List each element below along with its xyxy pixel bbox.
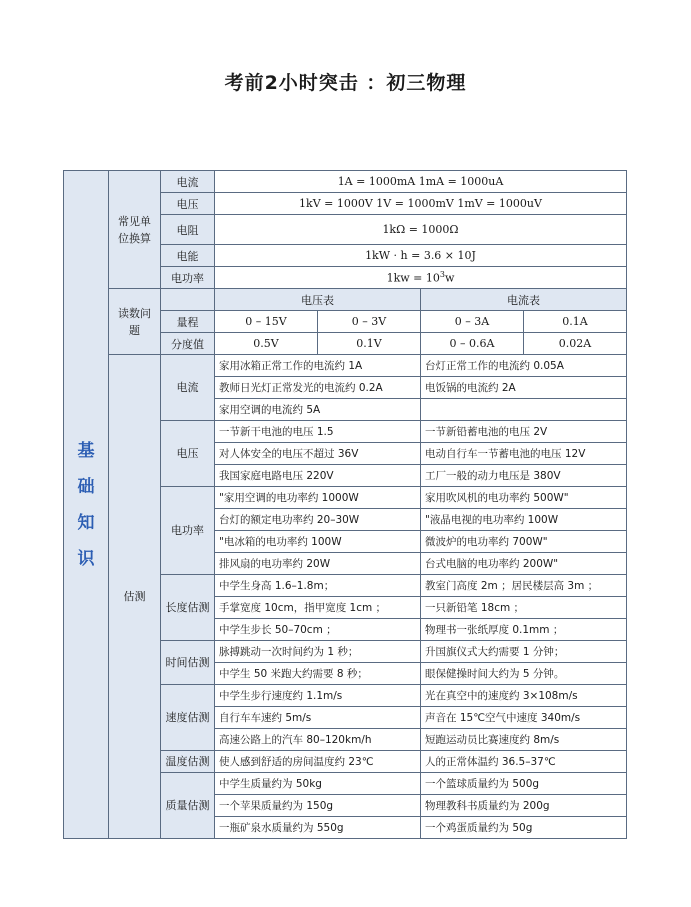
estimate-left: 一节新干电池的电压 1.5	[215, 421, 421, 443]
estimate-left: 中学生步长 50–70cm ；	[215, 619, 421, 641]
division-value: 0.5V	[215, 333, 318, 355]
unit-value	[215, 171, 627, 193]
estimate-left: 中学生步行速度约 1.1m/s	[215, 685, 421, 707]
estimate-right: 短跑运动员比赛速度约 8m/s	[421, 729, 627, 751]
estimate-right: 升国旗仪式大约需要 1 分钟；	[421, 641, 627, 663]
estimate-left: 我国家庭电路电压 220V	[215, 465, 421, 487]
division-value: 0.02A	[524, 333, 627, 355]
estimate-right	[421, 399, 627, 421]
unit-value-text: 1kw = 10	[386, 271, 440, 285]
estimate-right: 电饭锅的电流约 2A	[421, 377, 627, 399]
unit-value	[215, 193, 627, 215]
estimate-left: 家用冰箱正常工作的电流约 1A	[215, 355, 421, 377]
estimate-category: 估测	[109, 355, 161, 839]
unit-exponent: 3	[439, 270, 445, 280]
estimate-right: 人的正常体温约 36.5–37℃	[421, 751, 627, 773]
estimate-right: 电动自行车一节蓄电池的电压 12V	[421, 443, 627, 465]
division-value: 0.1V	[318, 333, 421, 355]
range-value: 0 – 3V	[318, 311, 421, 333]
estimate-left: 排风扇的电功率约 20W	[215, 553, 421, 575]
estimate-group-name: 温度估测	[161, 751, 215, 773]
range-value: 0 – 15V	[215, 311, 318, 333]
unit-row	[64, 171, 627, 193]
unit-name: 电能	[161, 245, 215, 267]
reading-blank	[161, 289, 215, 311]
estimate-left: 中学生 50 米跑大约需要 8 秒；	[215, 663, 421, 685]
estimate-row	[64, 355, 627, 377]
estimate-right: "液晶电视的电功率约 100W	[421, 509, 627, 531]
range-label: 量程	[161, 311, 215, 333]
units-category: 常见单位换算	[109, 171, 161, 289]
estimate-group-name: 电流	[161, 355, 215, 421]
division-value: 0 – 0.6A	[421, 333, 524, 355]
estimate-right: 一个篮球质量约为 500g	[421, 773, 627, 795]
estimate-right: 家用吹风机的电功率约 500W"	[421, 487, 627, 509]
ammeter-header: 电流表	[421, 289, 627, 311]
reading-category: 读数问题	[109, 289, 161, 355]
estimate-group-name: 长度估测	[161, 575, 215, 641]
section-label	[64, 171, 109, 839]
estimate-group-name: 速度估测	[161, 685, 215, 751]
estimate-right: 台灯正常工作的电流约 0.05A	[421, 355, 627, 377]
estimate-right: 一只新铅笔 18cm ；	[421, 597, 627, 619]
estimate-group-name: 电压	[161, 421, 215, 487]
estimate-right: 微波炉的电功率约 700W"	[421, 531, 627, 553]
section-char: 础	[77, 476, 95, 497]
estimate-left: 手掌宽度 10cm，指甲宽度 1cm ；	[215, 597, 421, 619]
estimate-left: "家用空调的电功率约 1000W	[215, 487, 421, 509]
range-value: 0 – 3A	[421, 311, 524, 333]
unit-value-text: 1kΩ = 1000Ω	[382, 223, 459, 236]
estimate-left: 家用空调的电流约 5A	[215, 399, 421, 421]
estimate-right: 物理教科书质量约为 200g	[421, 795, 627, 817]
estimate-right: 光在真空中的速度约 3×108m/s	[421, 685, 627, 707]
unit-name: 电压	[161, 193, 215, 215]
estimate-right: 一节新铅蓄电池的电压 2V	[421, 421, 627, 443]
estimate-group-name: 时间估测	[161, 641, 215, 685]
knowledge-table	[63, 170, 627, 839]
estimate-left: 一瓶矿泉水质量约为 550g	[215, 817, 421, 839]
unit-value-tail: w	[444, 271, 455, 285]
estimate-group-name: 质量估测	[161, 773, 215, 839]
unit-value	[215, 245, 627, 267]
unit-value-text: 1kW · h = 3.6 × 10J	[365, 249, 476, 262]
unit-name: 电功率	[161, 267, 215, 289]
estimate-left: 脉搏跳动一次时间约为 1 秒；	[215, 641, 421, 663]
estimate-left: "电冰箱的电功率约 100W	[215, 531, 421, 553]
section-char: 知	[77, 512, 95, 533]
estimate-left: 中学生质量约为 50kg	[215, 773, 421, 795]
voltmeter-header: 电压表	[215, 289, 421, 311]
unit-value-text: 1A = 1000mA 1mA = 1000uA	[337, 175, 504, 188]
unit-value	[215, 267, 627, 289]
estimate-left: 对人体安全的电压不超过 36V	[215, 443, 421, 465]
estimate-left: 中学生身高 1.6–1.8m；	[215, 575, 421, 597]
estimate-left: 使人感到舒适的房间温度约 23℃	[215, 751, 421, 773]
estimate-group-name: 电功率	[161, 487, 215, 575]
unit-value-text: 1kV = 1000V 1V = 1000mV 1mV = 1000uV	[299, 197, 542, 210]
estimate-right: 声音在 15℃空气中速度 340m/s	[421, 707, 627, 729]
unit-name: 电阻	[161, 215, 215, 245]
estimate-left: 自行车车速约 5m/s	[215, 707, 421, 729]
division-label: 分度值	[161, 333, 215, 355]
estimate-left: 高速公路上的汽车 80–120km/h	[215, 729, 421, 751]
estimate-right: 工厂一般的动力电压是 380V	[421, 465, 627, 487]
unit-value	[215, 215, 627, 245]
section-char: 识	[77, 548, 95, 569]
estimate-left: 一个苹果质量约为 150g	[215, 795, 421, 817]
estimate-left: 台灯的额定电功率约 20–30W	[215, 509, 421, 531]
estimate-right: 一个鸡蛋质量约为 50g	[421, 817, 627, 839]
reading-header-row	[64, 289, 627, 311]
estimate-right: 台式电脑的电功率约 200W"	[421, 553, 627, 575]
range-value: 0.1A	[524, 311, 627, 333]
page-title: 考前2小时突击 ：初三物理	[224, 72, 467, 94]
estimate-right: 物理书一张纸厚度 0.1mm ；	[421, 619, 627, 641]
estimate-right: 眼保健操时间大约为 5 分钟。	[421, 663, 627, 685]
estimate-left: 教师日光灯正常发光的电流约 0.2A	[215, 377, 421, 399]
estimate-right: 教室门高度 2m ；居民楼层高 3m ；	[421, 575, 627, 597]
unit-name: 电流	[161, 171, 215, 193]
section-char: 基	[77, 440, 95, 461]
